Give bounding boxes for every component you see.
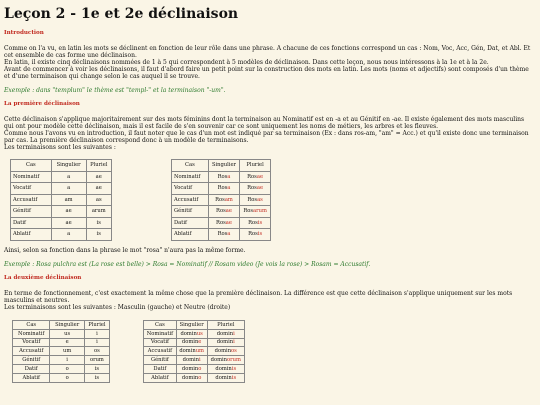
- table-row: [13, 338, 110, 347]
- ending: am: [51, 194, 86, 206]
- declined-form: [176, 338, 207, 347]
- declined-form: [208, 171, 239, 183]
- word-stem: domin: [180, 330, 197, 337]
- page-title: Leçon 2 - 1e et 2e déclinaison: [4, 6, 239, 22]
- declined-form: [208, 217, 239, 229]
- ending: arum: [86, 206, 111, 218]
- first-endings-table: [10, 159, 112, 241]
- second-paragraph-2: Les terminaisons sont les suivantes : Masculin (gauche) et Neutre (droite): [4, 304, 231, 311]
- word-ending: i: [233, 339, 235, 346]
- declined-form: [176, 329, 207, 338]
- declined-form: [208, 183, 239, 195]
- word-stem: domin: [215, 374, 232, 381]
- case-name: Vocatif: [144, 338, 177, 347]
- ending: o: [50, 373, 84, 382]
- word-ending: arum: [253, 208, 267, 215]
- intro-paragraph-1: Comme on l'a vu, en latin les mots se déclinent en fonction de leur rôle dans une phrase. A chacune de ces fonctions correspond un cas : Nom, Voc, Acc, Gén, Dat, et Abl. Et cet ensemble de cas forme une déclinaison.: [4, 45, 531, 59]
- case-name: Nominatif: [11, 171, 52, 183]
- column-header: Pluriel: [86, 160, 111, 172]
- ending: um: [50, 347, 84, 356]
- declined-form: [176, 356, 207, 365]
- word-stem: Ros: [248, 231, 258, 238]
- declined-form: [240, 217, 271, 229]
- declined-form: [240, 206, 271, 218]
- table-row: [11, 194, 112, 206]
- word-ending: e: [198, 339, 202, 346]
- ending: orum: [84, 356, 109, 365]
- word-ending: ae: [225, 208, 232, 215]
- intro-paragraph-3: Avant de commencer à voir les déclinaisons, il faut d'abord faire un petit point sur la construction des mots en latin. Les mots (noms et adjectifs) sont composés d'un thème et d'une terminaison qui change selon le cas auquel il se trouve.: [4, 66, 529, 80]
- case-name: Génitif: [172, 206, 209, 218]
- case-name: Accusatif: [172, 194, 209, 206]
- table-row: [11, 171, 112, 183]
- table-row: [144, 373, 245, 382]
- word-stem: domin: [181, 339, 199, 346]
- case-name: Nominatif: [13, 329, 50, 338]
- column-header: Cas: [11, 160, 52, 172]
- table-row: [172, 217, 271, 229]
- case-name: Accusatif: [13, 347, 50, 356]
- table-row: [172, 206, 271, 218]
- table-row: [13, 373, 110, 382]
- declined-form: [207, 364, 244, 373]
- word-ending: um: [195, 348, 204, 355]
- case-name: Datif: [11, 217, 52, 229]
- first-paragraph-3: Les terminaisons sont les suivantes :: [4, 144, 116, 151]
- intro-paragraph-2: En latin, il existe cinq déclinaisons nommées de 1 à 5 qui correspondent à 5 modèles de déclinaison. Dans cette leçon, nous nous intéressons à la 1e et à la 2e.: [4, 59, 489, 66]
- word-ending: is: [231, 374, 237, 381]
- word-ending: a: [227, 231, 231, 238]
- declined-form: [240, 229, 271, 241]
- word-ending: as: [257, 196, 263, 203]
- word-stem: domin: [181, 374, 199, 381]
- word-stem: domin: [216, 330, 234, 337]
- case-name: Accusatif: [144, 347, 177, 356]
- case-name: Ablatif: [13, 373, 50, 382]
- word-ending: os: [231, 348, 237, 355]
- ending: is: [86, 229, 111, 241]
- word-stem: Ros: [247, 196, 258, 203]
- case-name: Génitif: [11, 206, 52, 218]
- declined-form: [207, 347, 244, 356]
- table-row: [172, 194, 271, 206]
- first-declension-tables: [4, 159, 534, 247]
- word-ending: i: [233, 330, 235, 337]
- word-stem: domin: [182, 357, 199, 364]
- word-ending: am: [224, 196, 233, 203]
- ending: e: [50, 338, 84, 347]
- table-row: [144, 338, 245, 347]
- declined-form: [176, 347, 207, 356]
- table-row: [11, 183, 112, 195]
- column-header: Singulier: [50, 321, 84, 330]
- intro-example: Exemple : dans "templum" le thème est "templ-" et la terminaison "-um".: [4, 87, 226, 94]
- case-name: Ablatif: [172, 229, 209, 241]
- word-stem: Ros: [247, 185, 257, 192]
- first-paragraph-1: Cette déclinaison s'applique majoritairement sur des mots féminins dont la terminaison au Nominatif est en -a et au Génitif en -ae. Il existe également des mots masculins qui ont pour modèle cette déclinaison, mais il est facile de s'en souvenir car ce sont uniquement les noms de métiers, les arbres et les fleuves.: [4, 116, 525, 130]
- case-name: Vocatif: [11, 183, 52, 195]
- case-name: Accusatif: [11, 194, 52, 206]
- ending: o: [50, 364, 84, 373]
- word-stem: Ros: [216, 219, 226, 226]
- word-stem: Ros: [248, 219, 258, 226]
- declined-form: [208, 206, 239, 218]
- table-row: [13, 347, 110, 356]
- lesson-page: [4, 6, 534, 382]
- case-name: Ablatif: [144, 373, 177, 382]
- word-stem: Ros: [215, 196, 225, 203]
- ending: ae: [86, 183, 111, 195]
- word-stem: Ros: [243, 208, 254, 215]
- column-header: Singulier: [51, 160, 86, 172]
- word-stem: Ros: [217, 173, 228, 180]
- word-stem: domin: [214, 348, 232, 355]
- dominus-table: [143, 320, 245, 383]
- word-ending: us: [196, 330, 203, 337]
- table-row: [144, 356, 245, 365]
- ending: a: [51, 171, 86, 183]
- declined-form: [240, 194, 271, 206]
- column-header: Pluriel: [207, 321, 244, 330]
- table-row: [11, 217, 112, 229]
- word-ending: o: [198, 365, 202, 372]
- word-stem: domin: [215, 365, 232, 372]
- table-row: [144, 347, 245, 356]
- ending: ae: [86, 171, 111, 183]
- column-header: Pluriel: [84, 321, 109, 330]
- rosa-table: [171, 159, 271, 241]
- table-row: [13, 364, 110, 373]
- table-row: [172, 183, 271, 195]
- case-name: Nominatif: [144, 329, 177, 338]
- table-row: [11, 206, 112, 218]
- declined-form: [207, 356, 244, 365]
- word-ending: o: [198, 374, 202, 381]
- word-stem: Ros: [217, 231, 228, 238]
- ending: ae: [51, 206, 86, 218]
- word-ending: a: [227, 173, 231, 180]
- ending: is: [84, 373, 109, 382]
- first-example: Exemple : Rosa pulchra est (La rose est belle) > Rosa = Nominatif // Rosam video (Je vois la rose) > Rosam = Accusatif.: [4, 261, 371, 268]
- case-name: Génitif: [13, 356, 50, 365]
- word-ending: orum: [227, 357, 241, 364]
- declined-form: [208, 229, 239, 241]
- table-row: [11, 229, 112, 241]
- ending: is: [86, 217, 111, 229]
- declined-form: [176, 364, 207, 373]
- declined-form: [207, 329, 244, 338]
- column-header: Singulier: [176, 321, 207, 330]
- word-ending: is: [231, 365, 237, 372]
- case-name: Génitif: [144, 356, 177, 365]
- word-stem: domin: [181, 365, 199, 372]
- column-header: Singulier: [208, 160, 239, 172]
- table-row: [144, 364, 245, 373]
- table-row: [172, 171, 271, 183]
- table-row: [13, 329, 110, 338]
- case-name: Datif: [144, 364, 177, 373]
- second-declension-tables: [4, 320, 534, 382]
- first-paragraph-2: Comme nous l'avons vu en introduction, il faut noter que le cas d'un mot est indiqué par sa terminaison (Ex : dans ros-am, "am" = Acc.) et qu'il existe donc une terminaison par cas. La première déclinaison correspond donc à un modèle de terminaisons.: [4, 130, 529, 144]
- table-row: [144, 329, 245, 338]
- ending: i: [50, 356, 84, 365]
- column-header: Cas: [144, 321, 177, 330]
- declined-form: [176, 373, 207, 382]
- first-declension-heading: La première déclinaison: [4, 101, 80, 107]
- second-declension-heading: La deuxième déclinaison: [4, 275, 82, 281]
- word-stem: domin: [179, 348, 196, 355]
- ending: a: [51, 183, 86, 195]
- ending: os: [84, 347, 109, 356]
- second-paragraph-1: En terme de fonctionnement, c'est exactement la même chose que la première déclinaison. La différence est que cette déclinaison s'applique uniquement sur les mots masculins et neutres.: [4, 290, 513, 304]
- case-name: Ablatif: [11, 229, 52, 241]
- word-stem: Ros: [216, 208, 226, 215]
- declined-form: [207, 338, 244, 347]
- word-stem: domin: [216, 339, 234, 346]
- declined-form: [207, 373, 244, 382]
- word-stem: Ros: [247, 173, 257, 180]
- ending: i: [84, 338, 109, 347]
- table-row: [13, 356, 110, 365]
- declined-form: [240, 171, 271, 183]
- ending: is: [84, 364, 109, 373]
- word-ending: ae: [225, 219, 232, 226]
- case-name: Nominatif: [172, 171, 209, 183]
- word-ending: is: [257, 219, 263, 226]
- case-name: Vocatif: [172, 183, 209, 195]
- ending: a: [51, 229, 86, 241]
- case-name: Datif: [13, 364, 50, 373]
- case-name: Vocatif: [13, 338, 50, 347]
- declined-form: [208, 194, 239, 206]
- column-header: Pluriel: [240, 160, 271, 172]
- ending: as: [86, 194, 111, 206]
- word-ending: i: [199, 357, 201, 364]
- intro-heading: Introduction: [4, 30, 44, 36]
- ending: us: [50, 329, 84, 338]
- first-after-text: Ainsi, selon sa fonction dans la phrase le mot "rosa" n'aura pas la même forme.: [4, 247, 246, 254]
- table-row: [172, 229, 271, 241]
- word-ending: is: [257, 231, 263, 238]
- word-stem: domin: [210, 357, 227, 364]
- column-header: Cas: [172, 160, 209, 172]
- ending: i: [84, 329, 109, 338]
- declined-form: [240, 183, 271, 195]
- word-stem: Ros: [217, 185, 228, 192]
- word-ending: ae: [256, 185, 264, 192]
- column-header: Cas: [13, 321, 50, 330]
- case-name: Datif: [172, 217, 209, 229]
- word-ending: a: [227, 185, 231, 192]
- word-ending: ae: [256, 173, 264, 180]
- ending: ae: [51, 217, 86, 229]
- second-endings-table: [12, 320, 110, 383]
